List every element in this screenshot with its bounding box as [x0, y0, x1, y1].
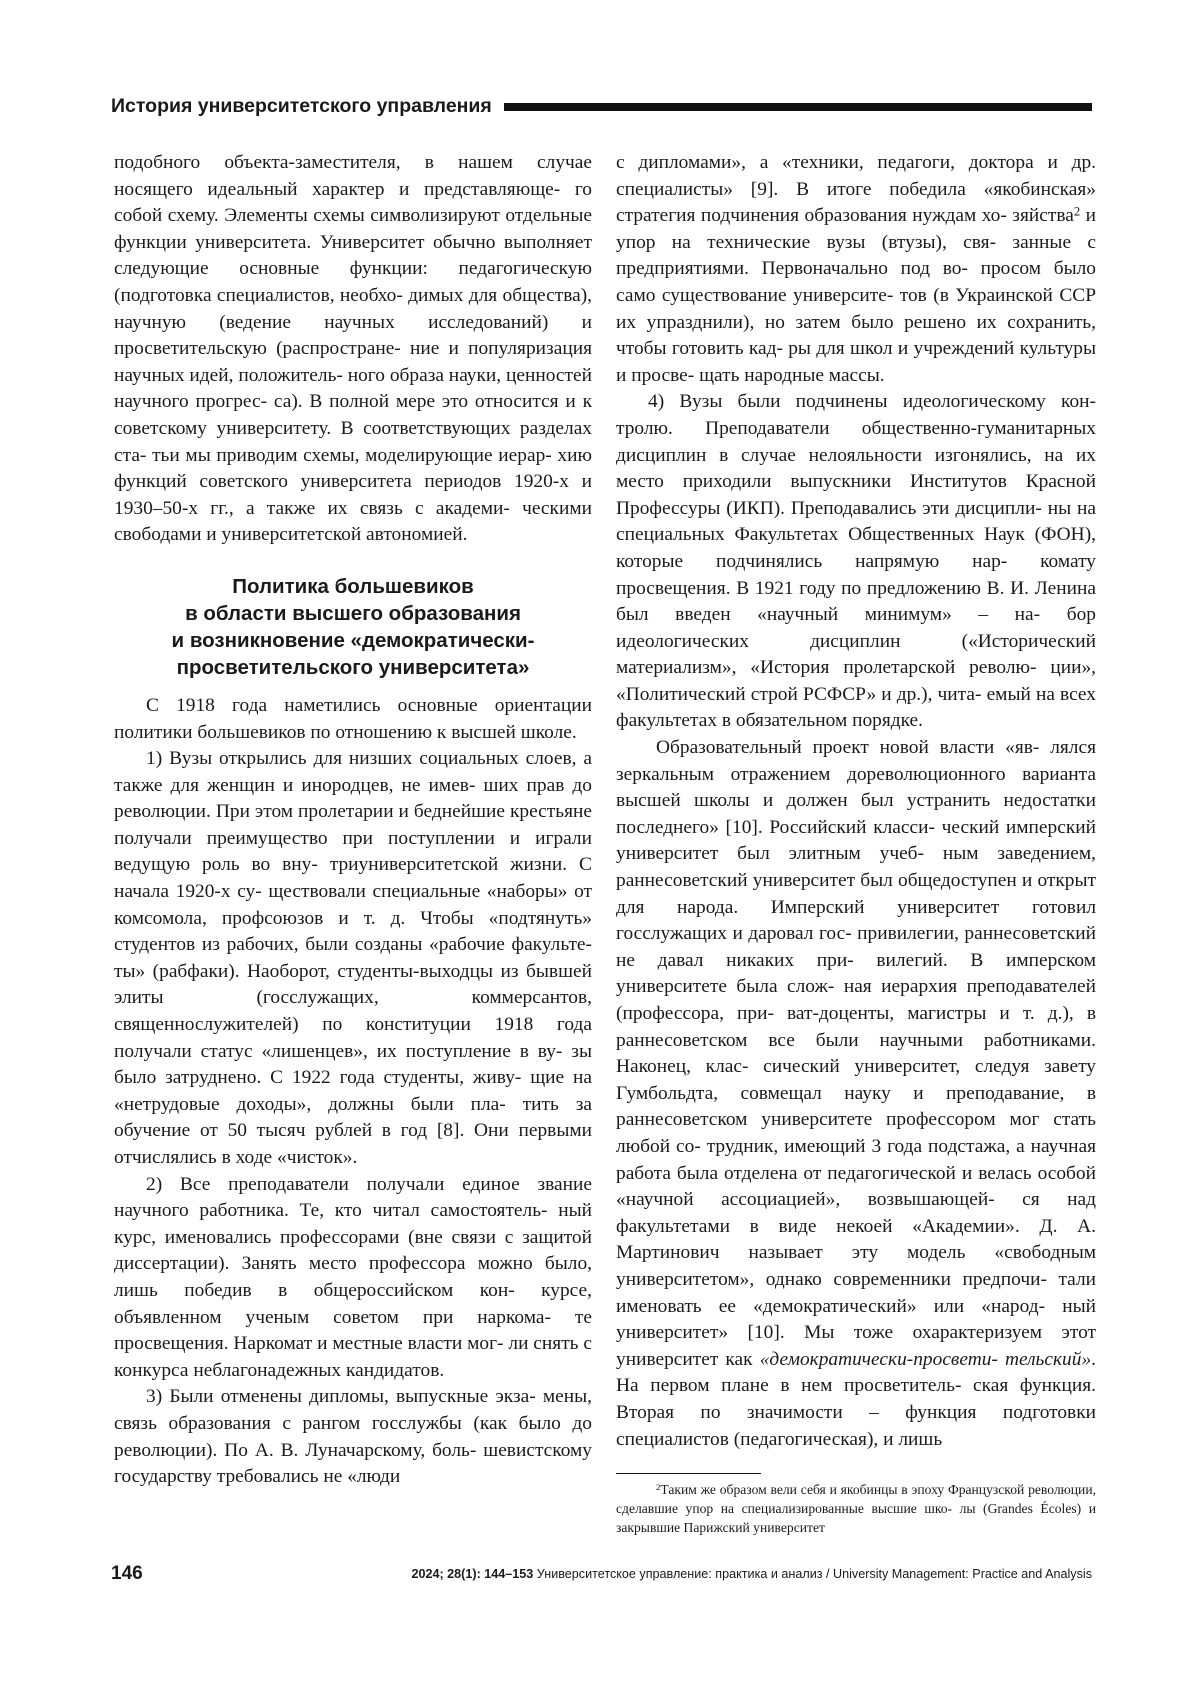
italic-term: «демократически-просвети- тельский» [759, 1348, 1092, 1370]
page-footer [111, 1563, 1092, 1587]
citation-volume: 2024; 28(1): 144–153 [411, 1567, 534, 1581]
footnote-ref: 2 [1073, 204, 1081, 219]
footer-citation [411, 1567, 1092, 1581]
paragraph-point-1: 1) Вузы открылись для низших социальных слоев, а также для женщин и инородцев, не имев- ших прав до революции. При этом пролетарии и беднейшие крестьяне получали преимущество при поступлении и играли ведущую роль во вну- триуниверситетской жизни. С начала 1920-х су- ществовали специальные «наборы» от комсомола, профсоюзов и т. д. Чтобы «подтянуть» студентов из рабочих, были созданы «рабочие факульте- ты» (рабфаки). Наоборот, студенты-выходцы из бывшей элиты (госслужащих, коммерсантов, священнослужителей) по конституции 1918 года получали статус «лишенцев», их поступление в ву- зы было затруднено. С 1922 года студенты, живу- щие на «нетрудовые доходы», должны были пла- тить за обучение от 50 тысяч рублей в год [8]. Они первыми отчислялись в ходе «чисток». [114, 748, 593, 1168]
running-header [111, 92, 1092, 120]
footnote-marker: 2 [656, 1482, 661, 1493]
page-number: 146 [111, 1563, 143, 1584]
continued-paragraph: с дипломами», а «техники, педагоги, доктора и др. специалисты» [9]. В итоге победила «якобинская» стратегия подчинения образования нуждам хо- зяйства$^2$ и упор на технические вузы (втузы), свя- занные с предприятиями. Первоначально под во- просом было само существование университе- тов (в Украинской ССР их упразднили), но затем было решено их сохранить, чтобы готовить кад- ры для школ и учреждений культуры и просве- щать народные массы. [616, 152, 1097, 386]
header-rule [504, 103, 1092, 111]
footnote-text: Таким же образом вели себя и якобинцы в эпоху Французской революции, сделавшие упор на специализированные высшие шко- лы (Grandes Écoles) и закрывшие Парижский университет [616, 1482, 1096, 1535]
running-header-title: История университетского управления [111, 94, 492, 117]
citation-journal: Университетское управление: практика и анализ / University Management: Practice and Analysis [533, 1567, 1092, 1581]
paragraph-point-2: 2) Все преподаватели получали единое звание научного работника. Те, кто читал самостоятель- ный курс, именовались профессорами (вне связи с защитой диссертации). Занять место профессора можно было, лишь победив в общероссийском кон- курсе, объявленном ученым советом при наркома- те просвещения. Наркомат и местные власти мог- ли снять с конкурса неблагонадежных кандидатов. [114, 1173, 593, 1381]
intro-paragraph: подобного объекта-заместителя, в нашем случае носящего идеальный характер и представляюще- го собой схему. Элементы схемы символизируют отдельные функции университета. Университет обычно выполняет следующие основные функции: педагогическую (подготовка специалистов, необхо- димых для общества), научную (ведение научных исследований) и просветительскую (распростране- ние и популяризация научных идей, положитель- ного образа науки, ценностей научного прогрес- са). В полной мере это относится и к советскому университету. В соответствующих разделах ста- тьи мы приводим схемы, моделирующие иерар- хию функций советского университета периодов 1920-х и 1930–50-х гг., а также их связь с академи- ческими свободами и университетской автономией. [114, 152, 593, 546]
paragraph-point-3: 3) Были отменены дипломы, выпускные экза- мены, связь образования с рангом госслужбы (как было до революции). По А. В. Луначарскому, боль- шевистскому государству требовались не «люди [114, 1386, 592, 1488]
footnote-rule [616, 1473, 761, 1474]
left-column [114, 150, 592, 1491]
paragraph-point-4: 4) Вузы были подчинены идеологическому кон- тролю. Преподаватели общественно-гуманитарных дисциплин в случае нелояльности изгонялись, на их место приходили выпускники Институтов Красной Профессуры (ИКП). Преподавались эти дисципли- ны на специальных Факультетах Общественных Наук (ФОН), которые подчинялись напрямую нар- комату просвещения. В 1921 году по предложению В. И. Ленина был введен «научный минимум» – на- бор идеологических дисциплин («Исторический материализм», «История пролетарской револю- ции», «Политический строй РСФСР» и др.), чита- емый на всех факультетах в обязательном порядке. [616, 391, 1096, 732]
paragraph-educational-project: Образовательный проект новой власти «яв- лялся зеркальным отражением дореволюционного варианта высшей школы и должен был устранить недостатки последнего» [10]. Российский класси- ческий имперский университет был элитным учеб- ным заведением, раннесоветский университет был общедоступен и открыт для народа. Имперский университет готовил госслужащих и даровал гос- привилегии, раннесоветский не давал никаких при- вилегий. В имперском университете была слож- ная иерархия преподавателей (профессора, при- ват-доценты, магистры и т. д.), в раннесоветском все были научными работниками. Наконец, клас- сический университет, следуя завету Гумбольдта, совмещал науку и преподавание, в раннесоветском университете профессором мог стать любой со- трудник, имеющий 3 года подстажа, а научная работа была отделена от педагогической и велась особой «научной ассоциацией», возвышающей- ся над факультетами в виде некоей «Академии». Д. А. Мартинович называет эту модель «свободным университетом», однако современники предпочи- тали именовать ее «демократический» или «народ- ный университет» [10]. Мы тоже охарактеризуем этот университет как «демократически-просвети- тельский». На первом плане в нем просветитель- ская функция. Вторая по значимости – функция подготовки специалистов (педагогическая), и лишь [616, 737, 1097, 1450]
right-column [616, 150, 1096, 1453]
section-heading: Политика большевиков в области высшего образования и возникновение «демократически- просветительского университета» [171, 574, 535, 679]
footnote [616, 1480, 1096, 1537]
paragraph-1918: С 1918 года наметились основные ориентации политики большевиков по отношению к высшей школе. [114, 694, 592, 743]
